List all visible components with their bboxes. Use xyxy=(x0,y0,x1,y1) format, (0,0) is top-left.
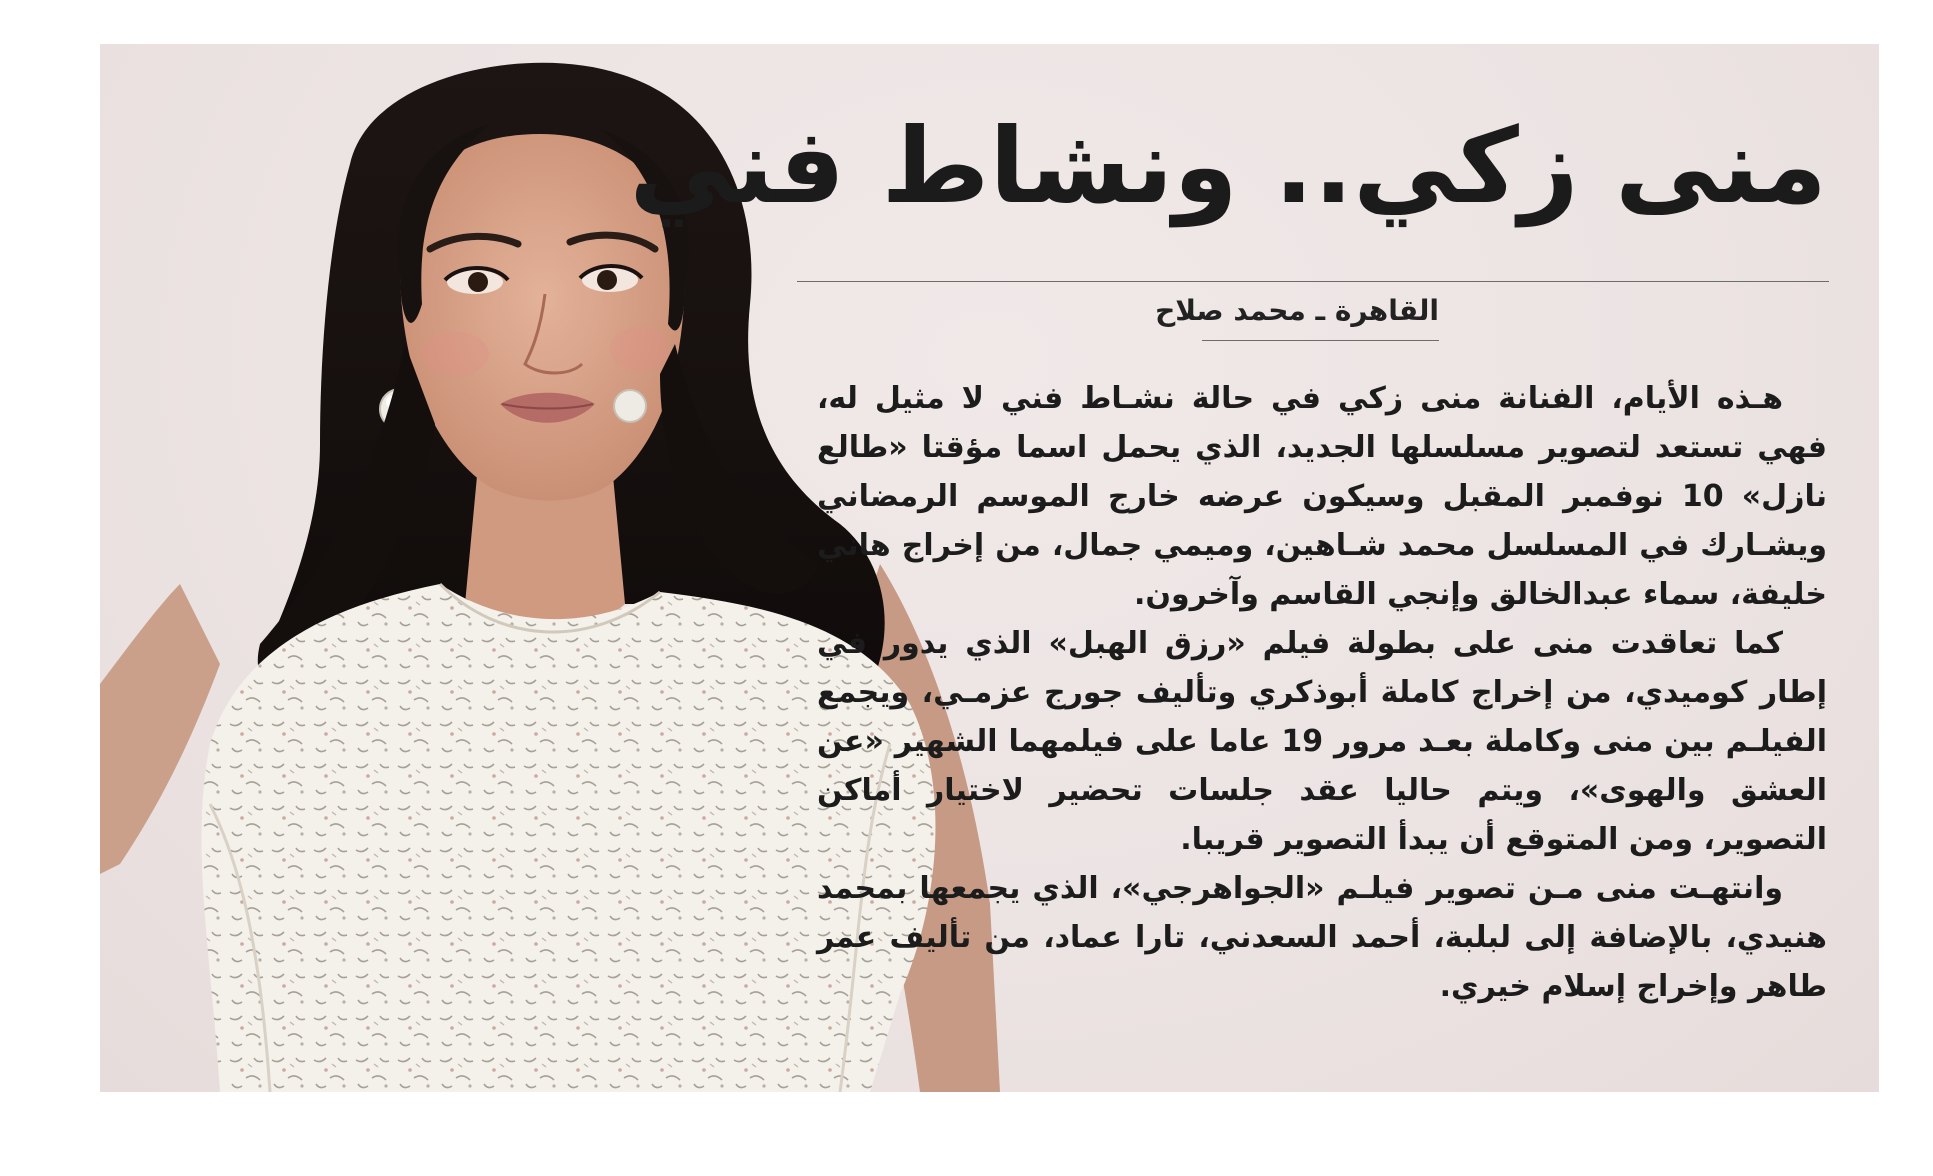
newspaper-page xyxy=(100,44,1879,1092)
article-paragraph-1: هـذه الأيام، الفنانة منى زكي في حالة نشـاط فني لا مثيل له، فهي تستعد لتصوير مسلسلها الجديد، الذي يحمل اسما مؤقتا «طالع نازل» 10 نوفمبر المقبل وسيكون عرضه خارج الموسم الرمضاني ويشـارك في المسلسل محمد شـاهين، وميمي جمال، من إخراج هاني خليفة، سماء عبدالخالق وإنجي القاسم وآخرون. xyxy=(817,381,1827,612)
article-paragraph-3: وانتهـت منى مـن تصوير فيلـم «الجواهرجي»، الذي يجمعها بمحمد هنيدي، بالإضافة إلى لبلبة، أحمد السعدني، تارا عماد، من تأليف عمر طاهر وإخراج إسلام خيري. xyxy=(817,871,1827,1004)
earring-right xyxy=(614,390,646,422)
headline: منى زكي.. ونشاط فني xyxy=(629,105,1827,227)
article-paragraph-2: كما تعاقدت منى على بطولة فيلم «رزق الهبل» الذي يدور في إطار كوميدي، من إخراج كاملة أبوذكري وتأليف جورج عزمـي، ويجمع الفيلـم بين منى وكاملة بعـد مرور 19 عاما على فيلمهما الشهير «عن العشق والهوى»، ويتم حاليا عقد جلسات تحضير لاختيار أماكن التصوير، ومن المتوقع أن يبدأ التصوير قريبا. xyxy=(817,626,1827,857)
byline-rule-top xyxy=(797,281,1829,282)
byline: القاهرة ـ محمد صلاح xyxy=(1155,294,1439,327)
article-body xyxy=(817,374,1827,1011)
byline-rule-bottom xyxy=(1202,340,1439,341)
